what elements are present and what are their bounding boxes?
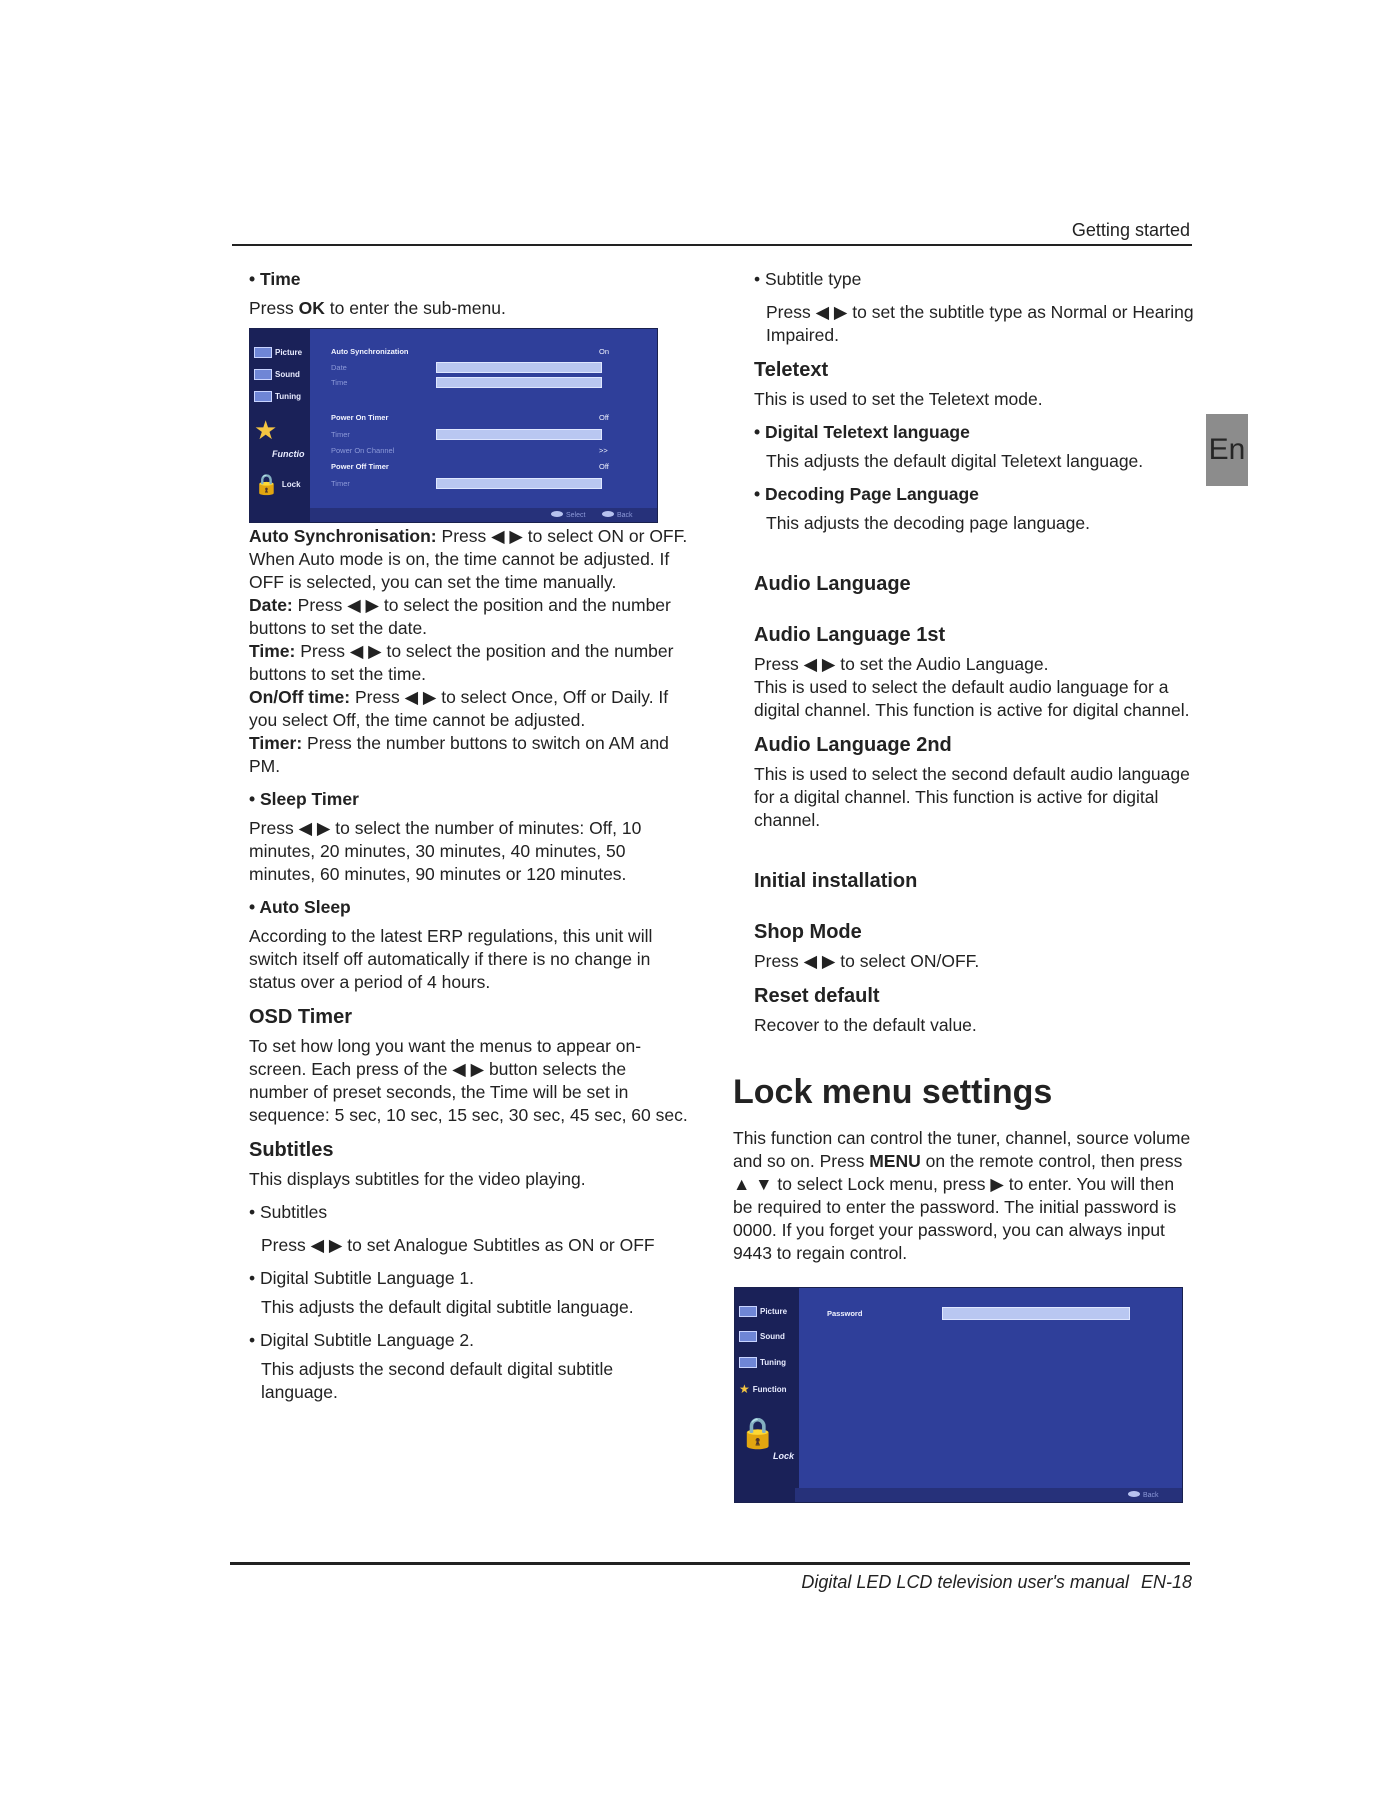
shop-title: Shop Mode [754,921,862,943]
auto-sync-para [249,525,689,594]
sound-icon [739,1331,757,1342]
time-intro [249,297,689,320]
tv1-tuning: Tuning [254,391,301,402]
time-title: • Time [249,269,301,289]
sleep-text: Press ◀ ▶ to select the number of minutes: Off, 10 minutes, 20 minutes, 30 minutes, 40 minutes, 50 minutes, 60 minutes, 90 minutes or 120 minutes. [249,818,642,884]
tv1-row-0: Auto Synchronization [331,347,409,356]
tv1-val-0: On [599,347,610,356]
dtl-title: • Digital Teletext language [754,422,970,442]
shop-text: Press ◀ ▶ to select ON/OFF. [754,951,980,971]
sound-icon [254,369,272,380]
onoff-label: On/Off time: [249,687,351,707]
audio2-text: This is used to select the second default audio language for a digital channel. This function is active for digital channel. [754,764,1190,830]
time2-para [249,640,689,686]
time-rest: to enter the sub-menu. [329,298,506,318]
sub-bullet-3-text: This adjusts the second default digital subtitle language. [261,1359,614,1402]
tv1-date-bar [436,362,602,373]
lock-para [733,1127,1194,1265]
tv2-lock: Lock [773,1451,795,1461]
subtitles-text: This displays subtitles for the video playing. [249,1169,586,1189]
language-tab: En [1206,414,1248,486]
date-text: Press ◀ ▶ to select the position and the number buttons to set the date. [249,595,671,638]
tv1-row-1: Date [331,363,347,372]
tuning-icon [739,1357,757,1368]
lock-title: Lock menu settings [733,1073,1053,1111]
tv1-row-7: Timer [331,479,350,488]
osd-title: OSD Timer [249,1006,352,1028]
tv1-back-button: Back [602,511,633,519]
right-column [733,268,1194,1265]
tv1-sound: Sound [254,369,300,380]
sub-bullet-1-text: Press ◀ ▶ to set Analogue Subtitles as ON or OFF [261,1235,655,1255]
tv1-row-6: Power Off Timer [331,462,389,471]
tv1-row-3: Power On Timer [331,413,389,422]
auto-sync-label: Auto Synchronisation: [249,526,437,546]
lock-icon: 🔒 [739,1417,777,1450]
tv2-lock-glyph [739,1416,776,1451]
time2-text: Press ◀ ▶ to select the position and the number buttons to set the time. [249,641,674,684]
page-number: EN-18 [1140,1572,1192,1592]
auto-sleep-text: According to the latest ERP regulations, this unit will switch itself off automatically if there is no change in status over a period of 4 hours. [249,926,653,992]
picture-icon [254,347,272,358]
star-icon: ★ [739,1382,750,1396]
lock-p1: This function can control the tuner, channel, source volume and so on. Press [733,1128,1191,1171]
tv1-function-star [254,417,277,443]
subtype-text: Press ◀ ▶ to set the subtitle type as Normal or Hearing Impaired. [766,302,1194,345]
lock-icon: 🔒 [254,474,279,496]
tv1-timer2-bar [436,478,602,489]
auto-sync-text: Press ◀ ▶ to select ON or OFF. When Auto mode is on, the time cannot be adjusted. If OFF is selected, you can set the time manually. [249,526,688,592]
header-section: Getting started [1071,220,1190,240]
tv1-row-5: Power On Channel [331,446,395,455]
tv1-val-3: Off [599,462,609,471]
teletext-text: This is used to set the Teletext mode. [754,389,1043,409]
tv2-tuning: Tuning [739,1357,786,1368]
dpl-text: This adjusts the decoding page language. [766,513,1090,533]
tv1-row-4: Timer [331,430,350,439]
footer-rule [230,1562,1190,1565]
tv1-val-2: >> [599,446,608,455]
dtl-text: This adjusts the default digital Teletext language. [766,451,1144,471]
tv1-footer-bar [310,508,657,522]
star-icon: ★ [254,415,278,445]
tv1-picture: Picture [254,347,302,358]
subtitles-title: Subtitles [249,1139,334,1161]
lock-menu-screenshot [734,1287,1183,1503]
tuning-icon [254,391,272,402]
sub-bullet-3: • Digital Subtitle Language 2. [249,1330,475,1350]
audio2-title: Audio Language 2nd [754,734,952,756]
sub-bullet-1: • Subtitles [249,1202,328,1222]
timer-label: Timer: [249,733,303,753]
audio-title: Audio Language [754,573,911,595]
tv2-back-button: Back [1128,1491,1159,1499]
tv1-val-1: Off [599,413,609,422]
date-label: Date: [249,595,293,615]
lock-p2: on the remote control, then press ▲ ▼ to select Lock menu, press ▶ to enter. You will then be required to enter the password. The initial password is 0000. If you forget your password, you can always input 9443 to regain control. [733,1151,1183,1263]
reset-text: Recover to the default value. [754,1015,977,1035]
tv1-row-2: Time [331,378,348,387]
tv1-sidebar [250,329,310,522]
audio1-title: Audio Language 1st [754,624,946,646]
timer-text: Press the number buttons to switch on AM and PM. [249,733,669,776]
tv1-select-button: Select [551,511,585,519]
menu-key: MENU [869,1151,921,1171]
auto-sleep-title: • Auto Sleep [249,897,351,917]
tv2-sound: Sound [739,1331,785,1342]
time-press: Press [249,298,294,318]
tv2-password-field [942,1307,1130,1320]
time-menu-screenshot [249,328,658,523]
reset-title: Reset default [754,985,880,1007]
subtype-title: • Subtitle type [754,269,862,289]
tv2-sidebar [735,1288,799,1502]
ok-key: OK [298,298,325,318]
header-rule [232,244,1192,246]
sleep-title: • Sleep Timer [249,789,359,809]
dpl-title: • Decoding Page Language [754,484,979,504]
sub-bullet-2: • Digital Subtitle Language 1. [249,1268,475,1288]
tv2-footer-bar [795,1488,1182,1502]
onoff-text: Press ◀ ▶ to select Once, Off or Daily. If you select Off, the time cannot be adjusted. [249,687,669,730]
audio1-text1: Press ◀ ▶ to set the Audio Language. [754,654,1049,674]
audio1-text2: This is used to select the default audio language for a digital channel. This function is active for digital channel. [754,677,1190,720]
footer [789,1572,1192,1593]
sub-bullet-2-text: This adjusts the default digital subtitle language. [261,1297,634,1317]
teletext-title: Teletext [754,359,829,381]
timer-para [249,732,689,778]
tv2-function: ★ Function [739,1382,787,1396]
initial-title: Initial installation [754,870,918,892]
osd-text: To set how long you want the menus to appear on-screen. Each press of the ◀ ▶ button selects the number of preset seconds, the Time will be set in sequence: 5 sec, 10 sec, 15 sec, 30 sec, 45 sec, 60 sec. [249,1036,688,1125]
tv1-timer-bar [436,429,602,440]
onoff-para [249,686,689,732]
picture-icon [739,1306,757,1317]
date-para [249,594,689,640]
tv1-time-bar [436,377,602,388]
footer-title: Digital LED LCD television user's manual [801,1572,1129,1592]
tv1-function: Functio [272,449,305,459]
time2-label: Time: [249,641,296,661]
tv1-lock: 🔒 Lock [254,474,301,496]
tv2-password-label: Password [827,1309,863,1318]
tv2-picture: Picture [739,1306,787,1317]
